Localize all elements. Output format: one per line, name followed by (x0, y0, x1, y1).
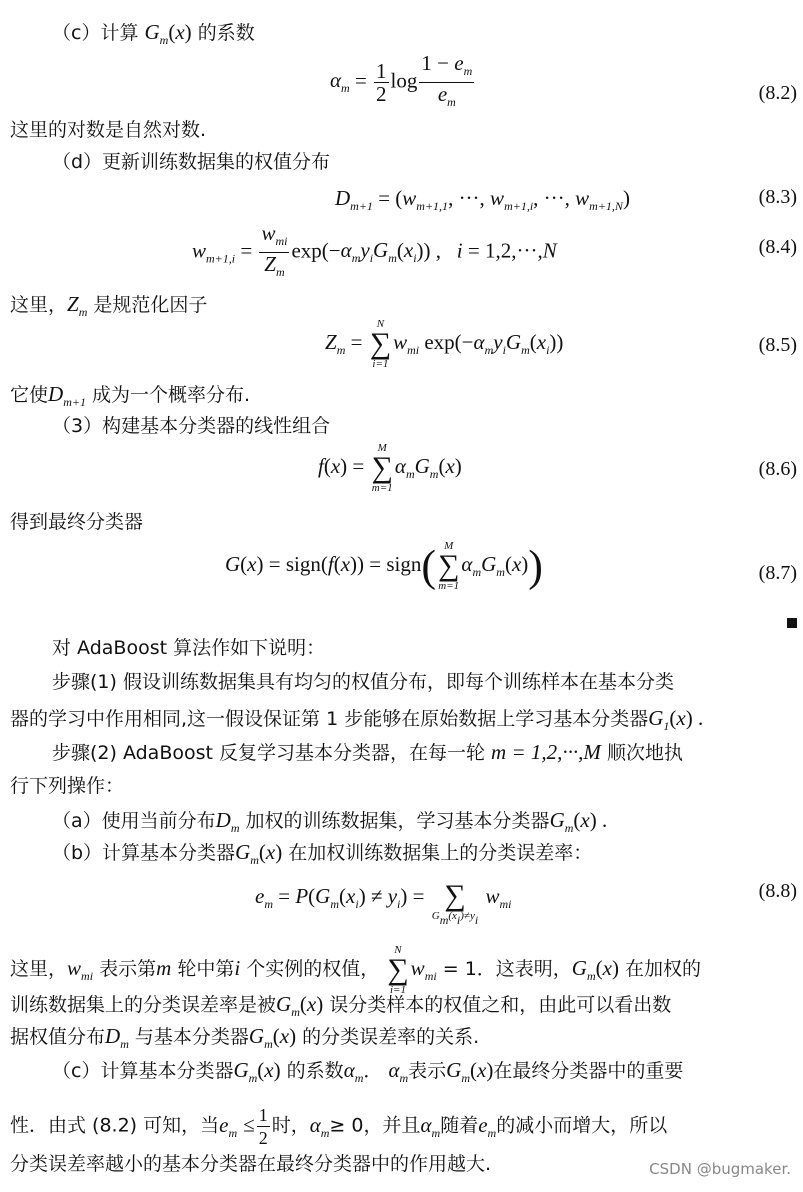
text: 据权值分布 (10, 1026, 106, 1048)
math: m = 1,2,···,M (491, 740, 601, 764)
equation-8-2: $\alpha_m$ = $\frac{1}{2}$ log $\frac{1 - e_m}{e_m}$ (330, 51, 473, 109)
final-classifier-note (10, 510, 143, 534)
text: （3）构建基本分类器的线性组合 (52, 415, 331, 437)
text: 加权的训练数据集，学习基本分类器 (245, 810, 550, 832)
text: 表示 (408, 1060, 447, 1082)
step-b: （b）计算基本分类器$G_m(x)$ 在加权训练数据集上的分类误差率： (52, 840, 593, 867)
text: 的系数 (197, 22, 255, 44)
text: 与基本分类器 (134, 1026, 249, 1048)
text: 性．由式 (8.2) 可知，当 (10, 1114, 220, 1137)
text: 行下列操作： (10, 775, 125, 797)
text: 表示第 (99, 958, 157, 980)
text: 步骤(2) AdaBoost 反复学习基本分类器，在每一轮 (52, 742, 485, 764)
equation-8-4: $w_{m+1,i}$ = $\frac{w_{mi}}{Z_m}$ $\exp(-\alpha_my_iG_m(x_i))$ , i = 1,2,···,N (192, 221, 557, 279)
step-3-heading (52, 414, 330, 438)
text: 误分类样本的权值之和，由此可以看出数 (329, 994, 672, 1016)
step-a: （a）使用当前分布$D_m$ 加权的训练数据集，学习基本分类器$G_m(x)$ . (52, 808, 608, 835)
text: 在加权的 (625, 958, 702, 980)
equation-8-7: G(x) = sign(f(x)) = sign( M ∑ m=1 $\alpha_mG_m(x)$) (225, 540, 543, 592)
text: （d）更新训练数据集的权值分布 (52, 151, 331, 173)
text: 随着 (440, 1114, 479, 1137)
text: 这里的对数是自然对数. (10, 119, 207, 141)
remarks-intro (52, 636, 325, 660)
equation-label: (8.6) (758, 458, 797, 480)
equation-label: (8.2) (758, 82, 797, 104)
prob-note: 它使$D_{m+1}$ 成为一个概率分布. (10, 382, 251, 409)
text: 在加权训练数据集上的分类误差率： (288, 842, 593, 864)
equation-label: (8.8) (758, 880, 797, 902)
equation-8-5: $Z_m$ = N ∑ i=1 $w_{mi}$ $\exp(-\alpha_my_iG_m(x_i))$ (325, 318, 564, 370)
text: 这里， (10, 294, 68, 316)
text: 成为一个概率分布. (92, 384, 251, 406)
csdn-watermark: CSDN @bugmaker. (649, 1160, 791, 1178)
text: 顺次地执 (606, 742, 683, 764)
log-note (10, 118, 206, 142)
text: 它使 (10, 384, 49, 406)
step-2-line-2 (10, 774, 124, 798)
step-cc-line-2: 性．由式 (8.2) 可知，当$e_m$ ≤ $\frac{1}{2}$ 时，$\alpha_m\ge 0$，并且$\alpha_m$随着$e_m$的减小而增大，所以 (10, 1105, 668, 1148)
wmi-line-1: 这里，$w_{mi}$ 表示第m 轮中第i 个实例的权值， N ∑ i=1 $w_{mi} = 1$．这表明，$G_m(x)$ 在加权的 (10, 944, 702, 996)
text: 在最终分类器中的重要 (493, 1060, 684, 1082)
text: （c）计算 (52, 22, 139, 44)
text: 的分类误差率的关系. (302, 1026, 480, 1048)
equation-8-3: $D_{m+1} = (w_{m+1,1}$, ···, $w_{m+1,i}$, ···, $w_{m+1,N}$) (335, 186, 630, 213)
step-d-heading (52, 150, 330, 174)
text: 个实例的权值， (246, 958, 380, 980)
wmi-line-3: 据权值分布$D_m$ 与基本分类器$G_m(x)$ 的分类误差率的关系. (10, 1024, 480, 1051)
wmi-line-2: 训练数据集上的分类误差率是被$G_m(x)$ 误分类样本的权值之和，由此可以看出数 (10, 992, 672, 1019)
step-1-line-1 (52, 670, 674, 694)
text: 轮中第 (177, 958, 235, 980)
text: 这里， (10, 958, 68, 980)
equation-label: (8.3) (758, 186, 797, 208)
text: 训练数据集上的分类误差率是被 (10, 994, 277, 1016)
text: = 1．这表明， (442, 958, 572, 980)
equation-label: (8.7) (758, 562, 797, 584)
text: ． (363, 1060, 383, 1082)
step-c-heading: （c）计算 $G_m(x)$ 的系数 (52, 20, 255, 47)
equation-8-8: $e_m = P(G_m(x_i) \ne y_i)$ = ∑ $G_m(x_i)\ne y_i$ $w_{mi}$ (255, 879, 512, 927)
step-2-line-1 (52, 740, 683, 765)
text: 是规范化因子 (93, 294, 208, 316)
text: （c）计算基本分类器 (52, 1060, 234, 1082)
text: 器的学习中作用相同,这一假设保证第 1 步能够在原始数据上学习基本分类器 (10, 708, 649, 730)
text: 分类误差率越小的基本分类器在最终分类器中的作用越大. (10, 1153, 492, 1175)
text: （a）使用当前分布 (52, 810, 216, 832)
equation-label: (8.5) (758, 334, 797, 356)
equation-8-6: f(x) = M ∑ m=1 $\alpha_mG_m(x)$ (318, 442, 462, 494)
text: 步骤(1) 假设训练数据集具有均匀的权值分布，即每个训练样本在基本分类 (52, 671, 674, 693)
end-of-proof-square (787, 618, 797, 628)
text: 对 AdaBoost 算法作如下说明： (52, 637, 326, 659)
text: 得到最终分类器 (10, 511, 144, 533)
z-note: 这里，$Z_m$ 是规范化因子 (10, 292, 208, 319)
text: 的减小而增大，所以 (496, 1114, 668, 1137)
step-1-line-2: 器的学习中作用相同,这一假设保证第 1 步能够在原始数据上学习基本分类器$G_1(x)$ . (10, 706, 704, 733)
text: ≥ 0，并且 (329, 1114, 421, 1137)
text: 时， (271, 1114, 310, 1137)
step-cc-line-3 (10, 1152, 491, 1176)
text: 的系数 (286, 1060, 344, 1082)
step-cc-line-1: （c）计算基本分类器$G_m(x)$ 的系数$\alpha_m$． $\alpha_m$表示$G_m(x)$在最终分类器中的重要 (52, 1058, 684, 1085)
text: （b）计算基本分类器 (52, 842, 236, 864)
equation-label: (8.4) (758, 236, 797, 258)
